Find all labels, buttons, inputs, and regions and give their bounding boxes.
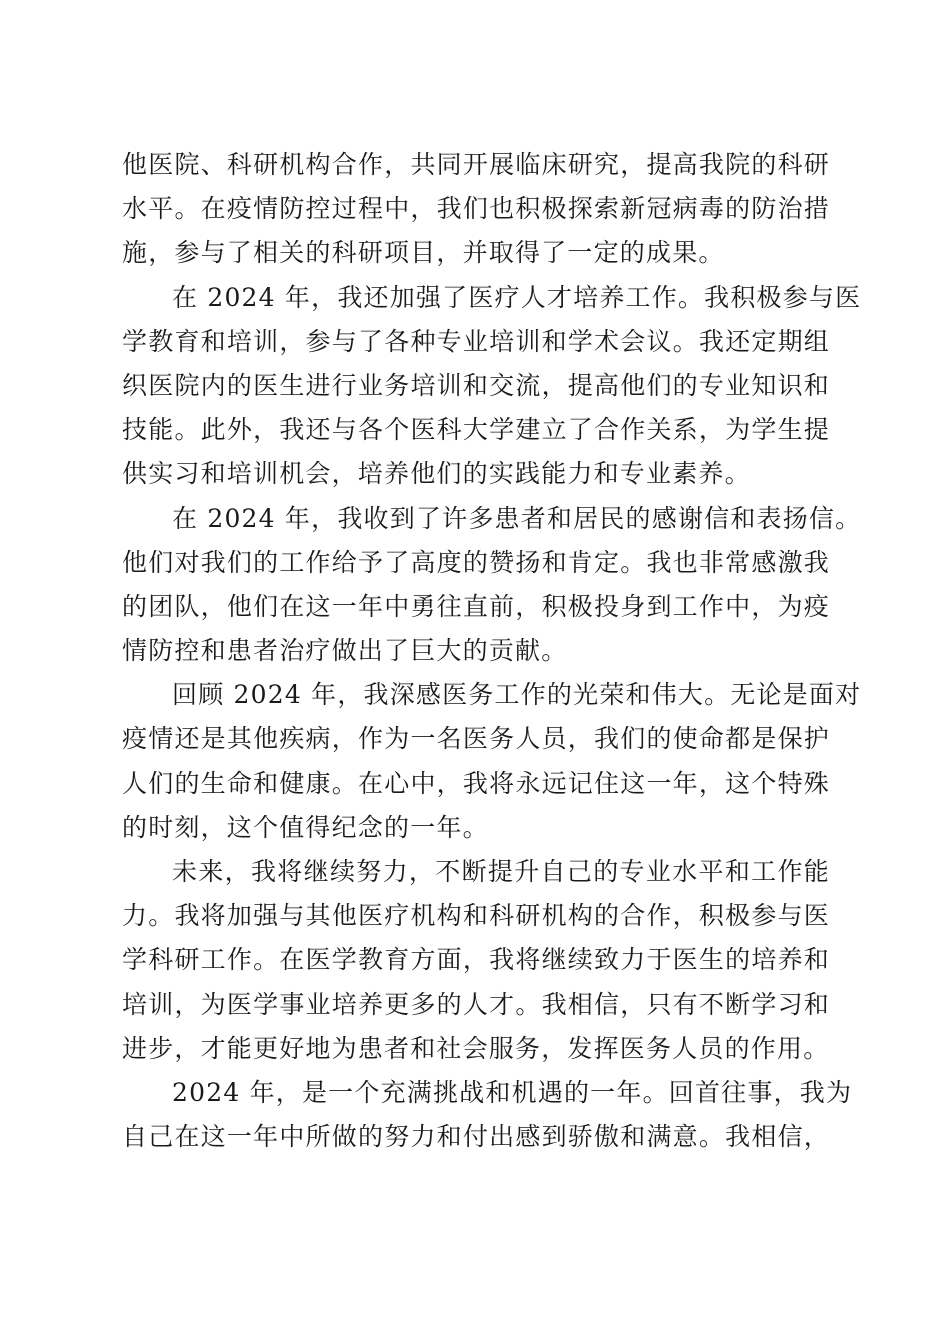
text-line: 织医院内的医生进行业务培训和交流，提高他们的专业知识和 (122, 370, 830, 400)
text-line: 在 2024 年，我收到了许多患者和居民的感谢信和表扬信。 (172, 503, 862, 533)
text-line: 施，参与了相关的科研项目，并取得了一定的成果。 (122, 238, 725, 268)
text-line: 情防控和患者治疗做出了巨大的贡献。 (122, 636, 568, 666)
text-line: 技能。此外，我还与各个医科大学建立了合作关系，为学生提 (122, 415, 830, 445)
paragraph-3 (122, 497, 862, 674)
document-body (122, 143, 862, 1159)
text-line: 的时刻，这个值得纪念的一年。 (122, 812, 489, 842)
text-line: 进步，才能更好地为患者和社会服务，发挥医务人员的作用。 (122, 1033, 830, 1063)
text-line: 水平。在疫情防控过程中，我们也积极探索新冠病毒的防治措 (122, 194, 830, 224)
text-line: 人们的生命和健康。在心中，我将永远记住这一年，这个特殊 (122, 768, 830, 798)
text-line: 回顾 2024 年，我深感医务工作的光荣和伟大。无论是面对 (172, 680, 862, 710)
text-line: 他医院、科研机构合作，共同开展临床研究，提高我院的科研 (122, 150, 830, 179)
text-line: 学教育和培训，参与了各种专业培训和学术会议。我还定期组 (122, 326, 830, 356)
text-line: 自己在这一年中所做的努力和付出感到骄傲和满意。我相信， (122, 1122, 830, 1152)
text-line: 2024 年，是一个充满挑战和机遇的一年。回首往事，我为 (172, 1077, 853, 1107)
text-line: 供实习和培训机会，培养他们的实践能力和专业素养。 (122, 459, 751, 489)
text-line: 疫情还是其他疾病，作为一名医务人员，我们的使命都是保护 (122, 724, 830, 754)
text-line: 培训，为医学事业培养更多的人才。我相信，只有不断学习和 (122, 989, 830, 1019)
paragraph-6 (122, 1071, 853, 1159)
text-line: 的团队，他们在这一年中勇往直前，积极投身到工作中，为疫 (122, 591, 830, 621)
paragraph-1 (122, 143, 830, 276)
paragraph-2 (122, 276, 862, 497)
text-line: 力。我将加强与其他医疗机构和科研机构的合作，积极参与医 (122, 901, 830, 931)
paragraph-5 (122, 850, 830, 1071)
paragraph-4 (122, 673, 862, 850)
text-line: 未来，我将继续努力，不断提升自己的专业水平和工作能 (172, 857, 830, 886)
text-line: 他们对我们的工作给予了高度的赞扬和肯定。我也非常感激我 (122, 547, 830, 577)
text-line: 在 2024 年，我还加强了医疗人才培养工作。我积极参与医 (172, 282, 862, 312)
text-line: 学科研工作。在医学教育方面，我将继续致力于医生的培养和 (122, 945, 830, 975)
